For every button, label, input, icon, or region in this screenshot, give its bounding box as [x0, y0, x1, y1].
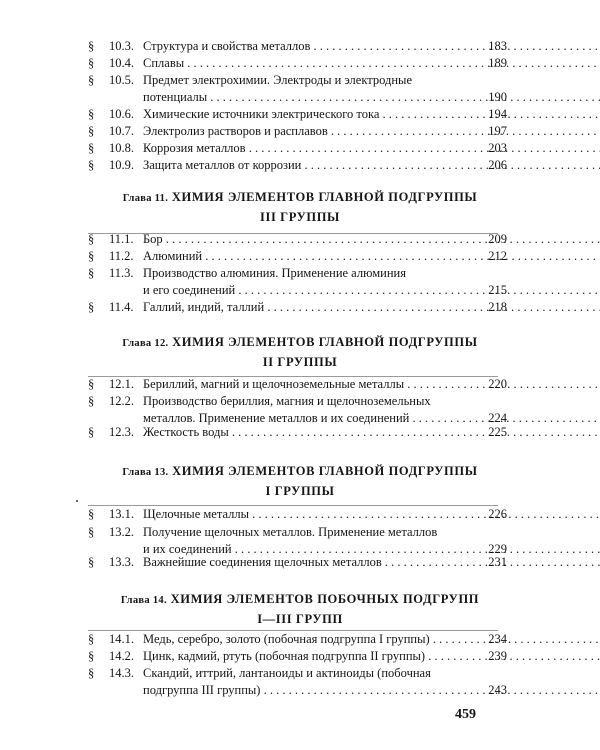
page-number: 459 — [455, 707, 476, 722]
chapter-label: Глава 14. — [120, 595, 167, 606]
entry-number: 10.6. — [109, 107, 134, 121]
section-sign: § — [88, 377, 95, 391]
toc-entry — [0, 140, 600, 157]
chapter-title: ХИМИЯ ЭЛЕМЕНТОВ ГЛАВНОЙ ПОДГРУППЫ — [171, 190, 478, 204]
section-sign: § — [88, 649, 95, 663]
entry-page: 203 — [488, 141, 507, 155]
print-speck — [76, 500, 78, 502]
entry-title: Алюминий . . . — [143, 249, 600, 263]
section-sign: § — [88, 39, 95, 53]
entry-number: 14.1. — [109, 632, 134, 646]
section-sign: § — [88, 158, 95, 172]
entry-number: 12.2. — [109, 394, 134, 408]
entry-number: 13.3. — [109, 555, 134, 569]
toc-entry — [0, 72, 600, 106]
entry-number: 11.4. — [109, 300, 134, 314]
entry-page: 224 — [488, 411, 507, 425]
toc-entry — [0, 506, 600, 523]
entry-title: Важнейшие соединения щелочных металлов . . . — [143, 555, 600, 569]
entry-title: Жесткость воды . . . — [143, 425, 600, 439]
entry-title: Получение щелочных металлов. Применение металлов — [143, 525, 438, 539]
chapter-heading — [0, 462, 600, 501]
entry-title: Галлий, индий, таллий . . . — [143, 300, 600, 314]
entry-title: Производство бериллия, магния и щелочноземельных — [143, 394, 431, 408]
entry-page: 239 — [488, 649, 507, 663]
section-sign: § — [88, 394, 95, 408]
entry-title: Сплавы . . . — [143, 56, 600, 70]
entry-page: 229 — [488, 542, 507, 556]
section-sign: § — [88, 107, 95, 121]
toc-entry — [0, 665, 600, 699]
entry-page: 231 — [488, 555, 507, 569]
entry-number: 11.2. — [109, 249, 134, 263]
entry-page: 183 — [488, 39, 507, 53]
entry-page: 194 — [488, 107, 507, 121]
entry-title: Предмет электрохимии. Электроды и электродные — [143, 73, 413, 87]
chapter-label: Глава 13. — [122, 467, 169, 478]
entry-page: 225 — [488, 425, 507, 439]
toc-entry — [0, 123, 600, 140]
chapter-label: Глава 11. — [122, 193, 169, 204]
toc-entry — [0, 554, 600, 571]
toc-entry — [0, 524, 600, 558]
section-sign: § — [88, 300, 95, 314]
entry-title: Бериллий, магний и щелочноземельные металлы . . . — [143, 377, 600, 391]
chapter-heading — [0, 590, 600, 629]
section-sign: § — [88, 124, 95, 138]
chapter-label: Глава 12. — [122, 338, 169, 349]
toc-entry — [0, 106, 600, 123]
section-sign: § — [88, 249, 95, 263]
entry-number: 10.4. — [109, 56, 134, 70]
chapter-heading — [0, 333, 600, 372]
entry-page: 234 — [488, 632, 507, 646]
section-sign: § — [88, 666, 95, 680]
chapter-title-continued: I—III ГРУПП — [257, 612, 343, 626]
chapter-title: ХИМИЯ ЭЛЕМЕНТОВ ГЛАВНОЙ ПОДГРУППЫ — [172, 335, 478, 349]
entry-page: 215 — [488, 283, 507, 297]
section-sign: § — [88, 425, 95, 439]
toc-entry — [0, 265, 600, 299]
chapter-title: ХИМИЯ ЭЛЕМЕНТОВ ГЛАВНОЙ ПОДГРУППЫ — [172, 464, 478, 478]
section-sign: § — [88, 73, 95, 87]
entry-title: Скандий, иттрий, лантаноиды и актиноиды (побочная — [143, 666, 431, 680]
section-sign: § — [88, 232, 95, 246]
entry-number: 14.2. — [109, 649, 134, 663]
entry-page: 212 — [488, 249, 507, 263]
entry-title-continued: потенциалы . . . — [143, 90, 600, 104]
entry-page: 197 — [488, 124, 507, 138]
toc-entry — [0, 55, 600, 72]
section-sign: § — [88, 507, 95, 521]
toc-entry — [0, 393, 600, 427]
entry-title: Структура и свойства металлов . . . — [143, 39, 600, 53]
toc-entry — [0, 157, 600, 174]
entry-title: Коррозия металлов . . . — [143, 141, 600, 155]
chapter-heading — [0, 188, 600, 227]
entry-page: 190 — [488, 90, 507, 104]
entry-number: 10.9. — [109, 158, 134, 172]
entry-number: 10.7. — [109, 124, 134, 138]
section-sign: § — [88, 525, 95, 539]
entry-title: Цинк, кадмий, ртуть (побочная подгруппа II группы) . . . — [143, 649, 600, 663]
entry-title-continued: и его соединений . . . — [143, 283, 600, 297]
entry-title: Химические источники электрического тока . . . — [143, 107, 600, 121]
entry-number: 11.1. — [109, 232, 134, 246]
entry-number: 14.3. — [109, 666, 134, 680]
section-sign: § — [88, 56, 95, 70]
entry-number: 12.3. — [109, 425, 134, 439]
entry-title: Производство алюминия. Применение алюминия — [143, 266, 406, 280]
entry-title-continued: металлов. Применение металлов и их соединений . . . — [143, 411, 600, 425]
chapter-title-continued: II ГРУППЫ — [262, 355, 338, 369]
entry-page: 189 — [488, 56, 507, 70]
entry-number: 13.1. — [109, 507, 134, 521]
section-sign: § — [88, 555, 95, 569]
toc-entry — [0, 299, 600, 316]
entry-page: 206 — [488, 158, 507, 172]
entry-page: 243 — [488, 683, 507, 697]
chapter-title: ХИМИЯ ЭЛЕМЕНТОВ ПОБОЧНЫХ ПОДГРУПП — [170, 592, 480, 606]
entry-page: 209 — [488, 232, 507, 246]
chapter-title-continued: III ГРУППЫ — [260, 210, 340, 224]
entry-title-continued: и их соединений . . . — [143, 542, 600, 556]
entry-number: 10.8. — [109, 141, 134, 155]
entry-number: 12.1. — [109, 377, 134, 391]
toc-entry — [0, 38, 600, 55]
entry-number: 11.3. — [109, 266, 134, 280]
entry-number: 13.2. — [109, 525, 134, 539]
toc-entry — [0, 231, 600, 248]
toc-entry — [0, 376, 600, 393]
toc-entry — [0, 248, 600, 265]
entry-number: 10.3. — [109, 39, 134, 53]
entry-title: Щелочные металлы . . . — [143, 507, 600, 521]
section-sign: § — [88, 141, 95, 155]
toc-entry — [0, 648, 600, 665]
entry-page: 218 — [488, 300, 507, 314]
entry-page: 226 — [488, 507, 507, 521]
toc-entry — [0, 631, 600, 648]
chapter-title-continued: I ГРУППЫ — [265, 484, 335, 498]
entry-title: Защита металлов от коррозии . . . — [143, 158, 600, 172]
entry-number: 10.5. — [109, 73, 134, 87]
entry-title: Бор . . . — [143, 232, 600, 246]
section-sign: § — [88, 266, 95, 280]
entry-title: Электролиз растворов и расплавов . . . — [143, 124, 600, 138]
section-sign: § — [88, 632, 95, 646]
entry-page: 220 — [488, 377, 507, 391]
entry-title-continued: подгруппа III группы) . . . — [143, 683, 600, 697]
entry-title: Медь, серебро, золото (побочная подгруппа I группы) . . . — [143, 632, 600, 646]
toc-entry — [0, 424, 600, 441]
